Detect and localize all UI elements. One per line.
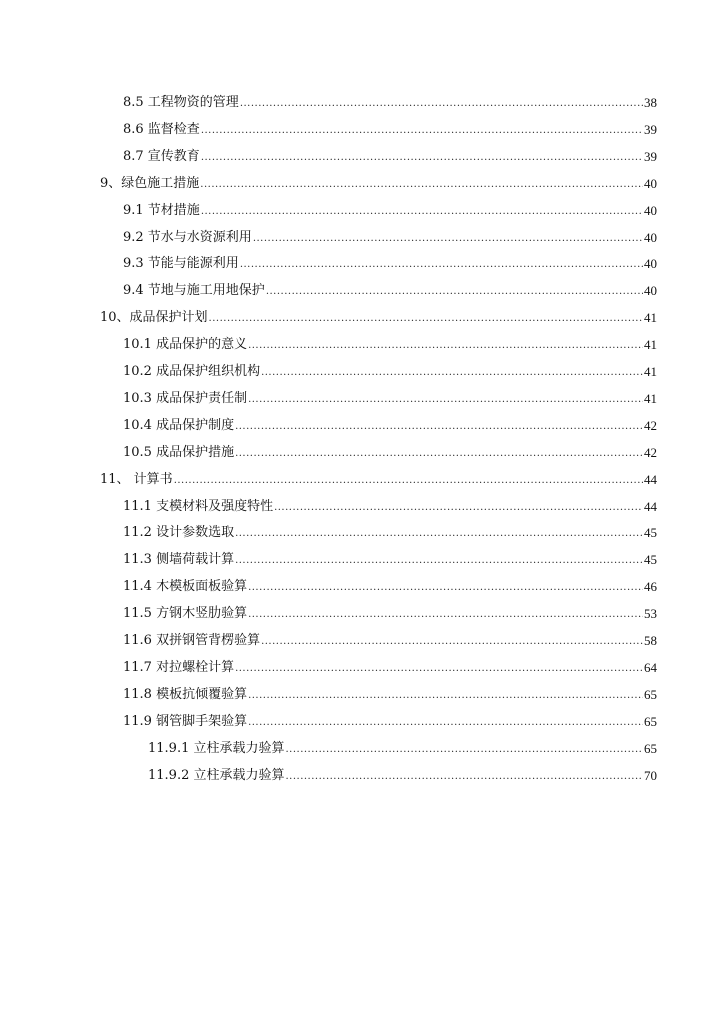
toc-entry-page-number: 42 xyxy=(644,417,657,433)
toc-leader-dots xyxy=(248,682,643,708)
toc-leader-dots xyxy=(235,440,643,466)
toc-entry-label: 11.9.1 立柱承载力验算 xyxy=(148,740,285,756)
toc-entry[interactable] xyxy=(123,440,657,466)
toc-entry[interactable] xyxy=(123,574,657,600)
toc-leader-dots xyxy=(235,547,643,573)
toc-leader-dots xyxy=(248,332,643,358)
toc-leader-dots xyxy=(235,520,643,546)
toc-entry-page-number: 65 xyxy=(644,740,657,756)
toc-entry-label: 8.6 监督检查 xyxy=(123,121,200,137)
toc-entry-label: 9、绿色施工措施 xyxy=(100,175,200,191)
toc-entry[interactable] xyxy=(123,386,657,412)
toc-entry-page-number: 45 xyxy=(644,552,657,568)
toc-entry[interactable] xyxy=(100,467,657,493)
toc-entry-label: 11.1 支模材料及强度特性 xyxy=(123,498,274,514)
toc-entry-page-number: 65 xyxy=(644,686,657,702)
toc-entry[interactable] xyxy=(100,171,657,197)
toc-entry[interactable] xyxy=(123,494,657,520)
toc-entry-page-number: 40 xyxy=(644,202,657,218)
toc-entry-label: 10.2 成品保护组织机构 xyxy=(123,364,261,379)
toc-leader-dots xyxy=(248,386,643,412)
toc-leader-dots xyxy=(235,413,643,439)
toc-leader-dots xyxy=(266,278,643,304)
toc-entry-label: 10.5 成品保护措施 xyxy=(123,444,235,460)
toc-entry-label: 11.3 侧墙荷载计算 xyxy=(123,552,235,568)
toc-leader-dots xyxy=(285,736,643,762)
toc-entry[interactable] xyxy=(123,655,657,681)
toc-leader-dots xyxy=(240,251,643,277)
toc-entry[interactable] xyxy=(123,278,657,304)
toc-entry[interactable] xyxy=(123,332,657,358)
toc-entry-label: 8.7 宣传教育 xyxy=(123,148,200,164)
toc-entry-page-number: 40 xyxy=(644,256,657,272)
toc-entry[interactable] xyxy=(123,547,657,573)
toc-entry-label: 11.9.2 立柱承载力验算 xyxy=(148,767,285,783)
toc-entry[interactable] xyxy=(123,198,657,224)
toc-entry-page-number: 39 xyxy=(644,121,657,137)
toc-leader-dots xyxy=(261,628,643,654)
toc-entry-label: 11.7 对拉螺栓计算 xyxy=(123,659,235,675)
toc-entry-label: 9.3 节能与能源利用 xyxy=(123,256,239,272)
toc-entry[interactable] xyxy=(123,413,657,439)
toc-entry[interactable] xyxy=(148,736,657,762)
toc-leader-dots xyxy=(201,198,643,224)
toc-leader-dots xyxy=(200,171,643,197)
toc-entry-page-number: 65 xyxy=(644,713,657,729)
toc-entry[interactable] xyxy=(123,709,657,735)
toc-entry-label: 11.5 方钢木竖肋验算 xyxy=(123,606,248,622)
toc-leader-dots xyxy=(235,655,643,681)
toc-entry-page-number: 38 xyxy=(644,95,657,110)
toc-leader-dots xyxy=(285,763,643,789)
toc-leader-dots xyxy=(201,144,643,170)
toc-leader-dots xyxy=(274,494,643,520)
toc-entry-page-number: 44 xyxy=(644,471,657,487)
toc-entry-label: 10.1 成品保护的意义 xyxy=(123,337,248,353)
toc-entry-label: 10.4 成品保护制度 xyxy=(123,417,235,433)
toc-entry-label: 11.8 模板抗倾覆验算 xyxy=(123,686,248,702)
toc-entry[interactable] xyxy=(123,144,657,170)
toc-entry-label: 8.5 工程物资的管理 xyxy=(123,95,239,110)
toc-entry-label: 9.1 节材措施 xyxy=(123,202,200,218)
toc-entry-label: 11.6 双拼钢管背楞验算 xyxy=(123,633,261,648)
toc-entry[interactable] xyxy=(100,305,657,331)
toc-entry-page-number: 41 xyxy=(644,390,657,406)
toc-entry[interactable] xyxy=(148,763,657,789)
toc-entry-page-number: 40 xyxy=(644,229,657,245)
toc-entry[interactable] xyxy=(123,628,657,654)
toc-entry-label: 11.2 设计参数选取 xyxy=(123,525,235,541)
toc-entry-page-number: 40 xyxy=(644,175,657,191)
toc-entry-page-number: 44 xyxy=(644,498,657,514)
toc-entry[interactable] xyxy=(123,682,657,708)
toc-entry-page-number: 41 xyxy=(644,337,657,353)
toc-entry-page-number: 39 xyxy=(644,148,657,164)
toc-entry-label: 9.4 节地与施工用地保护 xyxy=(123,283,265,299)
toc-entry-page-number: 40 xyxy=(644,283,657,299)
toc-entry[interactable] xyxy=(123,225,657,251)
toc-entry[interactable] xyxy=(123,251,657,277)
toc-entry-page-number: 53 xyxy=(644,606,657,622)
toc-entry-label: 10、成品保护计划 xyxy=(100,310,208,326)
toc-entry-label: 11、 计算书 xyxy=(100,471,173,487)
toc-entry-page-number: 42 xyxy=(644,444,657,460)
toc-leader-dots xyxy=(248,709,643,735)
toc-entry[interactable] xyxy=(123,90,657,116)
toc-entry-page-number: 45 xyxy=(644,525,657,541)
toc-leader-dots xyxy=(248,574,643,600)
toc-entry-label: 10.3 成品保护责任制 xyxy=(123,390,248,406)
toc-leader-dots xyxy=(209,305,643,331)
toc-entry-page-number: 46 xyxy=(644,579,657,595)
toc-entry-label: 9.2 节水与水资源利用 xyxy=(123,229,252,245)
toc-entry[interactable] xyxy=(123,359,657,385)
toc-entry-page-number: 70 xyxy=(644,767,657,783)
toc-entry-label: 11.4 木模板面板验算 xyxy=(123,579,248,595)
toc-entry-page-number: 41 xyxy=(644,364,657,379)
toc-leader-dots xyxy=(253,225,643,251)
toc-entry[interactable] xyxy=(123,601,657,627)
toc-leader-dots xyxy=(201,117,643,143)
toc-leader-dots xyxy=(248,601,643,627)
toc-entry-page-number: 58 xyxy=(644,633,657,648)
toc-entry[interactable] xyxy=(123,520,657,546)
toc-leader-dots xyxy=(174,467,643,493)
toc-entry-page-number: 41 xyxy=(644,310,657,326)
toc-leader-dots xyxy=(240,90,643,116)
toc-entry-label: 11.9 钢管脚手架验算 xyxy=(123,713,248,729)
toc-entry-page-number: 64 xyxy=(644,659,657,675)
toc-leader-dots xyxy=(261,359,643,385)
toc-entry[interactable] xyxy=(123,117,657,143)
